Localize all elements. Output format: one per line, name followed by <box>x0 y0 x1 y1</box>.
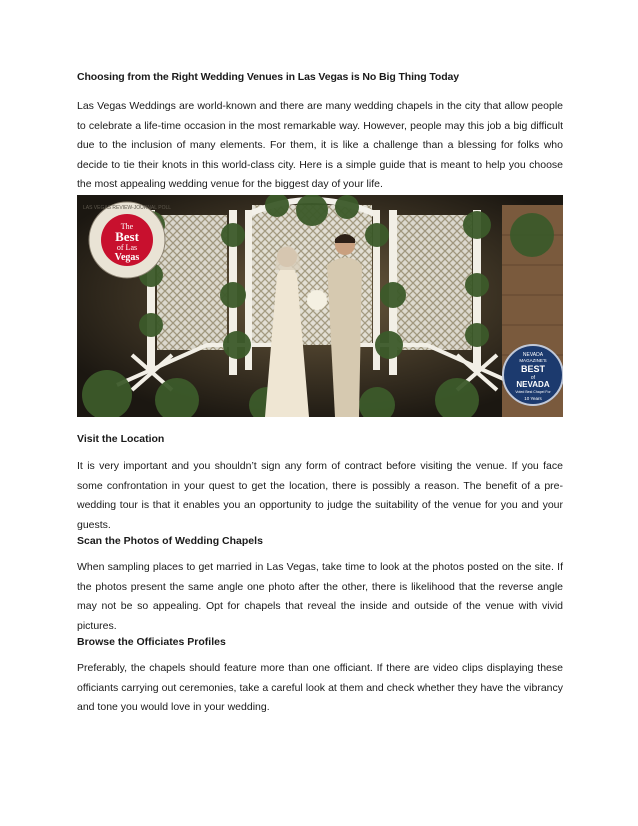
section-paragraph: It is very important and you shouldn’t sign any form of contract before visiting the venue. If you face some confrontation in your quest to get the location, there is possibly a reason. The benefit of a pre-wedding tour is that it enables you an opportunity to judge the suitability of the venue for you and your guests. <box>77 460 563 531</box>
svg-text:of: of <box>530 375 536 381</box>
svg-text:NEVADA: NEVADA <box>522 352 544 358</box>
svg-text:BEST: BEST <box>520 364 546 374</box>
svg-text:LAS VEGAS REVIEW-JOURNAL POLL: LAS VEGAS REVIEW-JOURNAL POLL <box>82 205 172 211</box>
svg-text:Best: Best <box>115 229 139 244</box>
wedding-chapel-photo <box>77 195 563 417</box>
best-of-nevada-badge <box>503 345 563 405</box>
svg-text:Vegas: Vegas <box>114 252 140 263</box>
svg-text:Voted Best Chapel For: Voted Best Chapel For <box>515 390 551 394</box>
svg-text:MAGAZINE'S: MAGAZINE'S <box>519 358 547 363</box>
section-heading: Scan the Photos of Wedding Chapels <box>77 535 263 547</box>
svg-text:NEVADA: NEVADA <box>516 380 550 389</box>
svg-text:The: The <box>120 222 134 231</box>
svg-text:10 Years: 10 Years <box>524 396 542 401</box>
section-heading: Visit the Location <box>77 433 165 445</box>
document-title: Choosing from the Right Wedding Venues in Las Vegas is No Big Thing Today <box>77 71 460 83</box>
intro-paragraph: Las Vegas Weddings are world-known and there are many wedding chapels in the city that allow people to celebrate a life-time occasion in the most remarkable way. However, people may this job a big difficult due to the inclusion of many elements. For them, it is like a challenge than a blessing for folks who decide to tie their knots in this world-class city. Here is a simple guide that is meant to help you choose the most appealing wedding venue for the biggest day of your life. <box>77 100 563 190</box>
section-paragraph: When sampling places to get married in Las Vegas, take time to look at the photos posted on the site. If the photos present the same angle one photo after the other, there is likelihood that the reverse angle may not be so appealing. Opt for chapels that reveal the inside and outside of the venue with vivid pictures. <box>77 561 563 632</box>
svg-text:of Las: of Las <box>116 243 138 252</box>
section-paragraph: Preferably, the chapels should feature more than one officiant. If there are video clips displaying these officiants carrying out ceremonies, take a careful look at them and check whether they have the vibrancy and tone you would love in your wedding. <box>77 662 563 713</box>
section-heading: Browse the Officiates Profiles <box>77 636 226 648</box>
